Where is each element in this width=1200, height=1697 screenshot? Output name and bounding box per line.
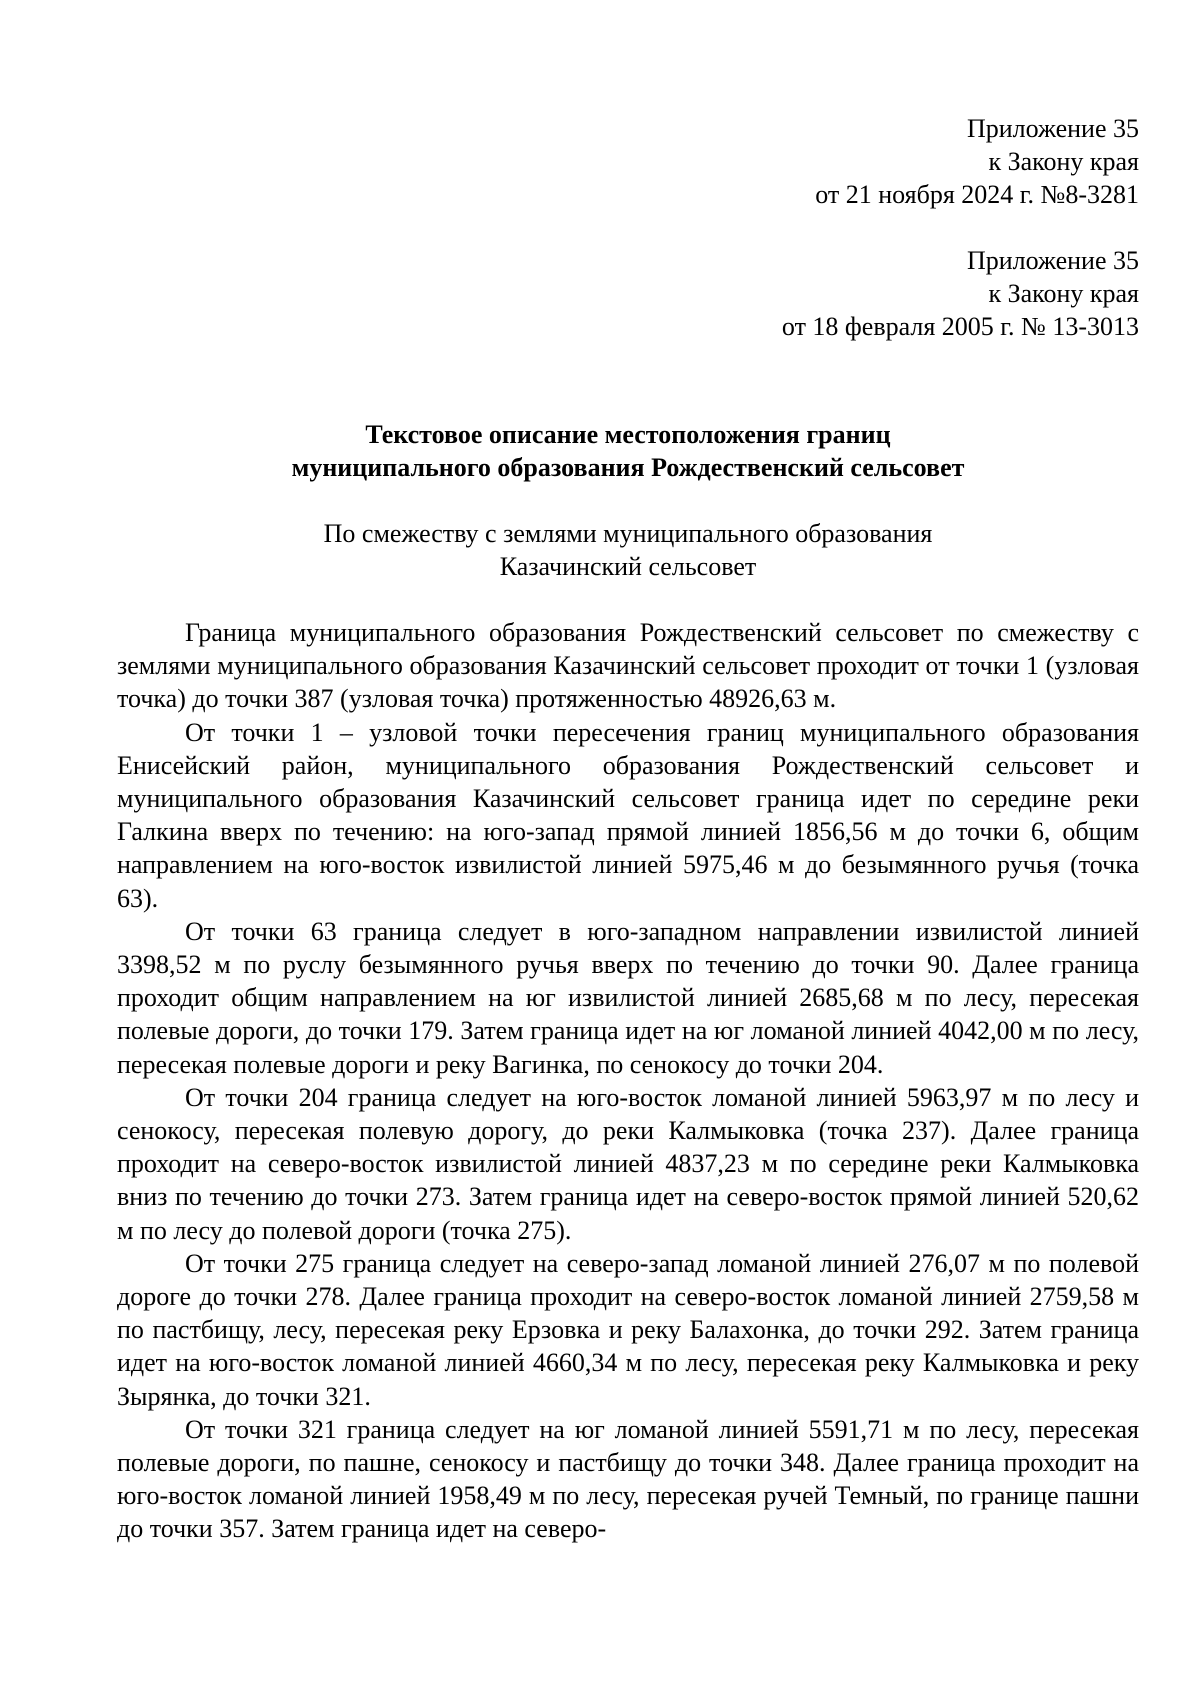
appendix-header-current [117, 112, 1139, 211]
appendix-law-date: от 21 ноября 2024 г. №8-3281 [815, 180, 1139, 209]
paragraph: От точки 321 граница следует на юг ломаной линией 5591,71 м по лесу, пересекая полевые дороги, по пашне, сенокосу и пастбищу до точки 348. Далее граница проходит на юго-восток ломаной линией 1958,49 м по лесу, пересекая ручей Темный, по границе пашни до точки 357. Затем граница идет на северо- [117, 1414, 1139, 1544]
title-line: муниципального образования Рождественский сельсовет [291, 453, 965, 482]
paragraph: От точки 63 граница следует в юго-западном направлении извилистой линией 3398,52 м по руслу безымянного ручья вверх по течению до точки 90. Далее граница проходит общим направлением на юг извилистой линией 2685,68 м по лесу, пересекая полевые дороги, до точки 179. Затем граница идет на юг ломаной линией 4042,00 м по лесу, пересекая полевые дороги и реку Вагинка, по сенокосу до точки 204. [117, 916, 1139, 1079]
paragraph: От точки 204 граница следует на юго-восток ломаной линией 5963,97 м по лесу и сенокосу, пересекая полевую дорогу, до реки Калмыковка (точка 237). Далее граница проходит на северо-восток извилистой линией 4837,23 м по середине реки Калмыковка вниз по течению до точки 273. Затем граница идет на северо-восток прямой линией 520,62 м по лесу до полевой дороги (точка 275). [117, 1082, 1139, 1245]
document-title [117, 418, 1139, 484]
section-heading-line: По смежеству с землями муниципального образования [323, 519, 933, 548]
document-page [117, 112, 1139, 1546]
paragraph: Граница муниципального образования Рождественский сельсовет по смежеству с землями муниципального образования Казачинский сельсовет проходит от точки 1 (узловая точка) до точки 387 (узловая точка) протяженностью 48926,63 м. [117, 618, 1139, 714]
section-heading [117, 517, 1139, 583]
appendix-law-ref: к Закону края [988, 279, 1139, 308]
paragraph: От точки 275 граница следует на северо-запад ломаной линией 276,07 м по полевой дороге до точки 278. Далее граница проходит на северо-восток ломаной линией 2759,58 м по пастбищу, лесу, пересекая реку Ерзовка и реку Балахонка, до точки 292. Затем граница идет на юго-восток ломаной линией 4660,34 м по лесу, пересекая реку Калмыковка и реку Зырянка, до точки 321. [117, 1248, 1139, 1411]
document-body [117, 616, 1139, 1546]
appendix-header-original [117, 244, 1139, 343]
appendix-law-ref: к Закону края [988, 147, 1139, 176]
appendix-number: Приложение 35 [966, 114, 1139, 143]
appendix-number: Приложение 35 [966, 246, 1139, 275]
paragraph: От точки 1 – узловой точки пересечения границ муниципального образования Енисейский район, муниципального образования Рождественский сельсовет и муниципального образования Казачинский сельсовет граница идет по середине реки Галкина вверх по течению: на юго-запад прямой линией 1856,56 м до точки 6, общим направлением на юго-восток извилистой линией 5975,46 м до безымянного ручья (точка 63). [117, 717, 1139, 913]
section-heading-line: Казачинский сельсовет [499, 552, 757, 581]
appendix-law-date: от 18 февраля 2005 г. № 13-3013 [781, 312, 1139, 341]
title-line: Текстовое описание местоположения границ [365, 420, 891, 449]
